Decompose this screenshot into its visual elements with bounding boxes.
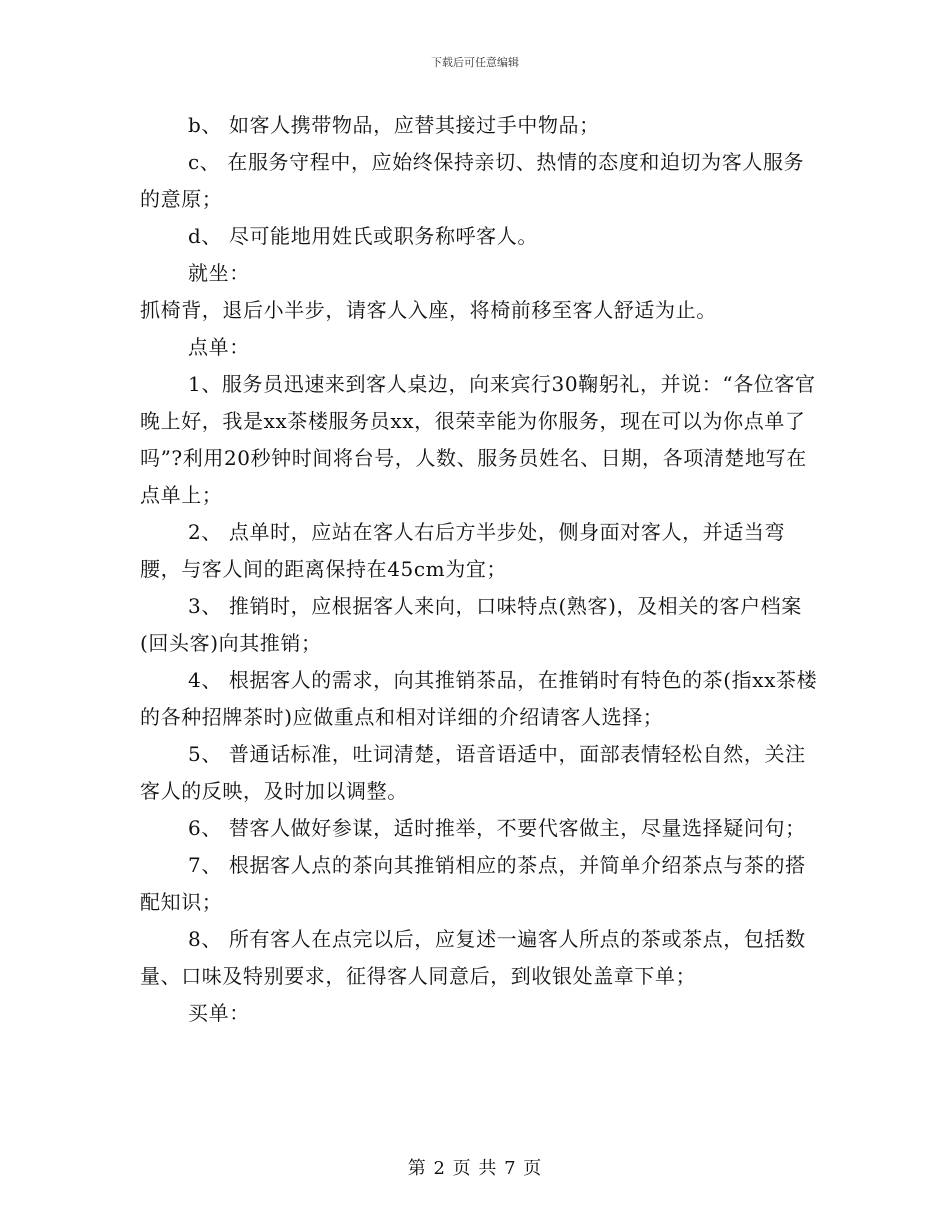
- paragraph-order-6: 6、 替客人做好参谋，适时推举，不要代客做主，尽量选择疑问句；: [188, 816, 806, 840]
- paragraph-d: d、 尽可能地用姓氏或职务称呼客人。: [188, 224, 538, 248]
- paragraph-order-3: 3、 推销时，应根据客人来向，口味特点(熟客)，及相关的客户档案(回头客)向其推销；: [140, 594, 802, 655]
- paragraph-order-4: 4、 根据客人的需求，向其推销茶品，在推销时有特色的茶(指xx茶楼的各种招牌茶时)应做重点和相对详细的介绍请客人选择；: [140, 668, 818, 729]
- page-header: 下载后可任意编辑: [431, 56, 519, 69]
- paragraph-order-5: 5、 普通话标准，吐词清楚，语音语适中，面部表情轻松自然，关注客人的反映，及时加以调整。: [140, 742, 806, 803]
- paragraph-order-7: 7、 根据客人点的茶向其推销相应的茶点，并简单介绍茶点与茶的搭配知识；: [140, 853, 806, 914]
- paragraph-c: c、 在服务守程中，应始终保持亲切、热情的态度和迫切为客人服务的意原；: [140, 150, 805, 211]
- heading-payment: 买单：: [188, 1001, 250, 1025]
- page-footer: 第 2 页 共 7 页: [407, 1158, 543, 1179]
- document-body: [140, 107, 820, 1032]
- paragraph-seating: 抓椅背，退后小半步，请客人入座，将椅前移至客人舒适为止。: [140, 298, 717, 322]
- heading-seating: 就坐：: [188, 261, 250, 285]
- paragraph-order-8: 8、 所有客人在点完以后，应复述一遍客人所点的茶或茶点，包括数量、口味及特别要求，征得客人同意后，到收银处盖章下单；: [140, 927, 806, 988]
- paragraph-b: b、 如客人携带物品，应替其接过手中物品；: [188, 113, 600, 137]
- paragraph-order-2: 2、 点单时，应站在客人右后方半步处，侧身面对客人，并适当弯腰，与客人间的距离保持在45cm为宜；: [140, 520, 786, 581]
- heading-ordering: 点单：: [188, 335, 250, 359]
- paragraph-order-1: 1、服务员迅速来到客人桌边，向来宾行30鞠躬礼，并说：“各位客官晚上好，我是xx茶楼服务员xx，很荣幸能为你服务，现在可以为你点单了吗”?利用20秒钟时间将台号，人数、服务员姓名、日期，各项清楚地写在点单上；: [140, 372, 816, 507]
